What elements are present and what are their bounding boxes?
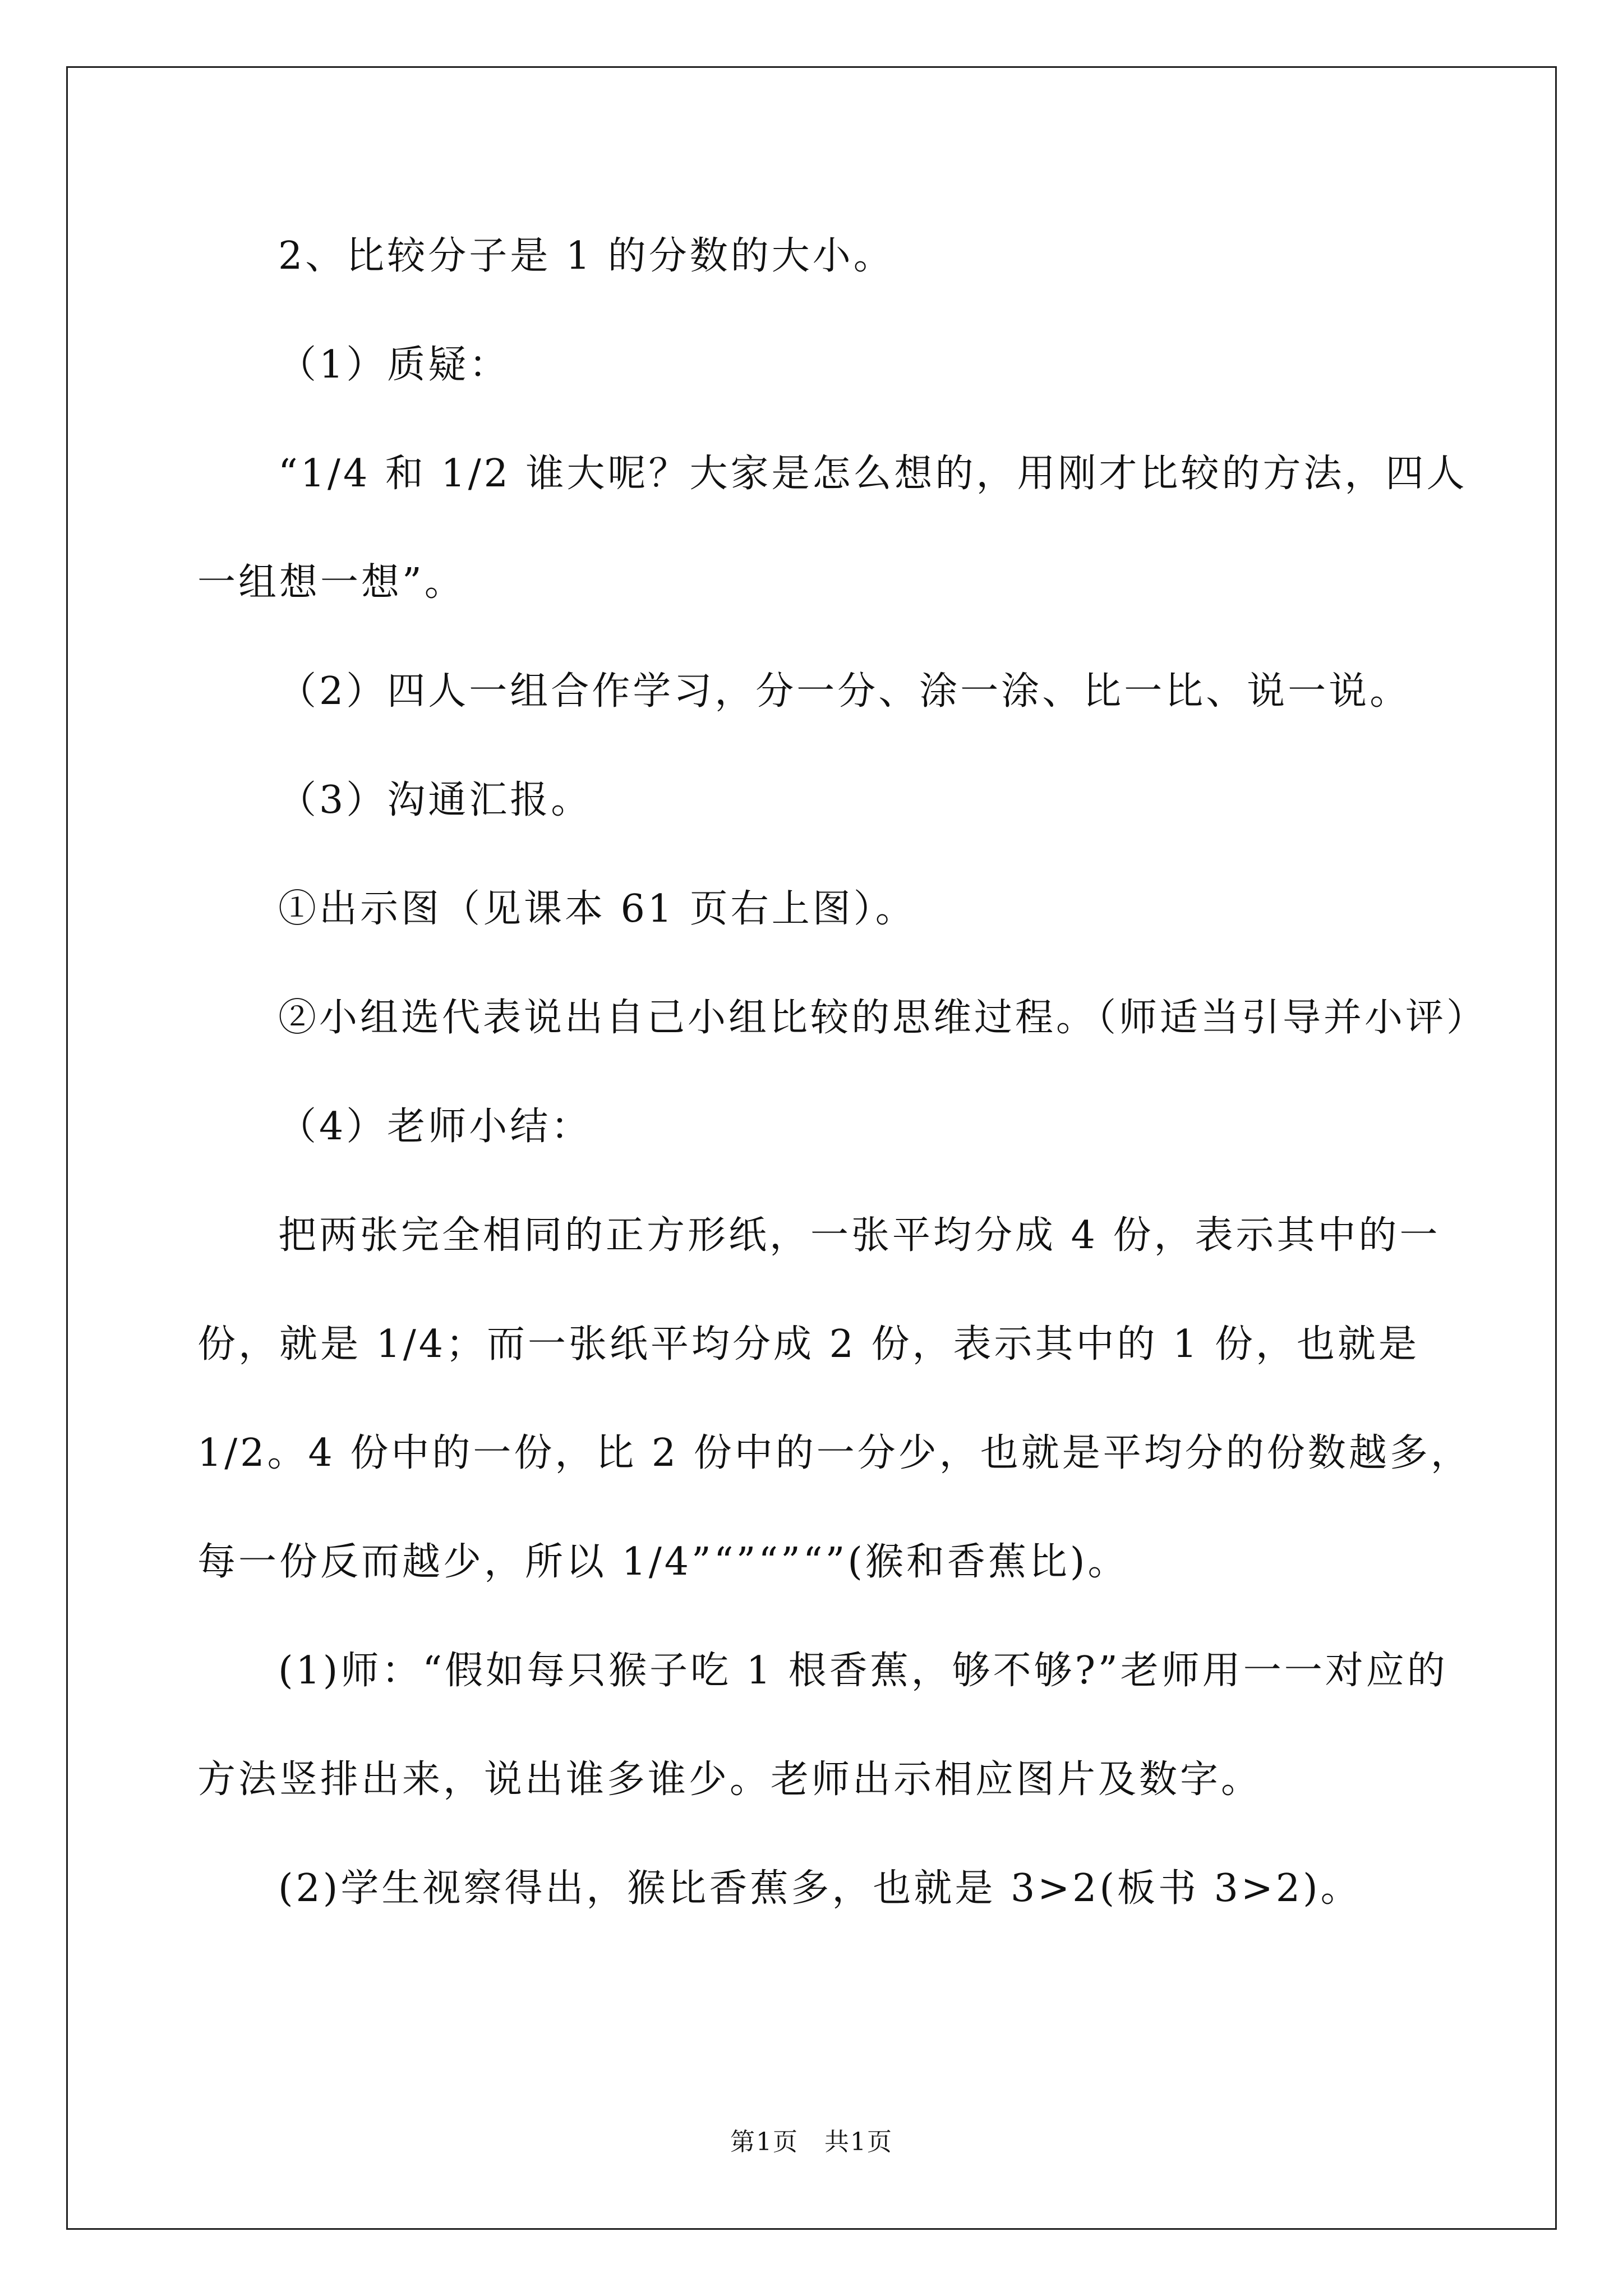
document-body [197, 202, 1488, 1943]
paragraph-7: ②小组选代表说出自己小组比较的思维过程。（师适当引导并小评） [278, 996, 1488, 1040]
paragraph-10: (1)师：“假如每只猴子吃 1 根香蕉，够不够?”老师用一一对应的方法竖排出来，说出谁多谁少。老师出示相应图片及数字。 [197, 1649, 1448, 1802]
paragraph-8: （4）老师小结： [278, 1105, 592, 1149]
paragraph-2: （1）质疑： [278, 343, 510, 387]
paragraph-3: “1/4 和 1/2 谁大呢？大家是怎么想的，用刚才比较的方法，四人一组想一想”。 [197, 452, 1468, 605]
paragraph-6: ①出示图（见课本 61 页右上图）。 [278, 887, 916, 931]
paragraph-11: (2)学生视察得出，猴比香蕉多，也就是 3>2(板书 3>2)。 [278, 1866, 1362, 1911]
page-footer: 第1页 共1页 [730, 2128, 893, 2156]
paragraph-5: （3）沟通汇报。 [278, 778, 592, 822]
paragraph-4: （2）四人一组合作学习，分一分、涂一涂、比一比、说一说。 [278, 669, 1411, 714]
paragraph-1: 2、比较分子是 1 的分数的大小。 [278, 234, 895, 278]
paragraph-9: 把两张完全相同的正方形纸，一张平均分成 4 份，表示其中的一份，就是 1/4；而一张纸平均分成 2 份，表示其中的 1 份，也就是 1/2。4 份中的一份，比 2 份中的一分少，也就是平均分的份数越多，每一份反而越少，所以 1/4”“”“”“”(猴和香蕉比)。 [197, 1213, 1472, 1584]
